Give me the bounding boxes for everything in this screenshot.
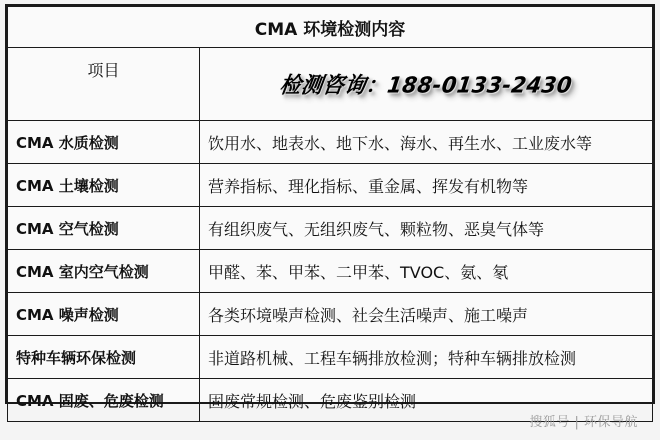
header-item-label: 项目 [8, 48, 200, 121]
header-row [8, 48, 653, 121]
row-content: 非道路机械、工程车辆排放检测；特种车辆排放检测 [200, 336, 653, 379]
contact-phone-text: 检测咨询：188-0133-2430 [277, 72, 574, 98]
contact-banner [200, 48, 653, 121]
row-category: CMA 水质检测 [8, 121, 200, 164]
row-category: CMA 噪声检测 [8, 293, 200, 336]
title-row [8, 7, 653, 48]
row-category: CMA 空气检测 [8, 207, 200, 250]
cma-detection-table [7, 6, 653, 422]
row-category: CMA 固废、危废检测 [8, 379, 200, 422]
row-content: 饮用水、地表水、地下水、海水、再生水、工业废水等 [200, 121, 653, 164]
table-row [8, 293, 653, 336]
row-content: 甲醛、苯、甲苯、二甲苯、TVOC、氨、氡 [200, 250, 653, 293]
row-category: 特种车辆环保检测 [8, 336, 200, 379]
source-watermark: 搜狐号 | 环保导航 [529, 415, 638, 430]
row-category: CMA 室内空气检测 [8, 250, 200, 293]
row-content: 营养指标、理化指标、重金属、挥发有机物等 [200, 164, 653, 207]
table-row [8, 164, 653, 207]
row-content: 固废常规检测、危废鉴别检测 [200, 379, 653, 422]
row-content: 有组织废气、无组织废气、颗粒物、恶臭气体等 [200, 207, 653, 250]
row-content: 各类环境噪声检测、社会生活噪声、施工噪声 [200, 293, 653, 336]
table-row [8, 336, 653, 379]
table-row [8, 250, 653, 293]
table-title: CMA 环境检测内容 [8, 7, 653, 48]
table-row [8, 121, 653, 164]
table-row [8, 207, 653, 250]
cma-table-frame [5, 4, 655, 411]
row-category: CMA 土壤检测 [8, 164, 200, 207]
